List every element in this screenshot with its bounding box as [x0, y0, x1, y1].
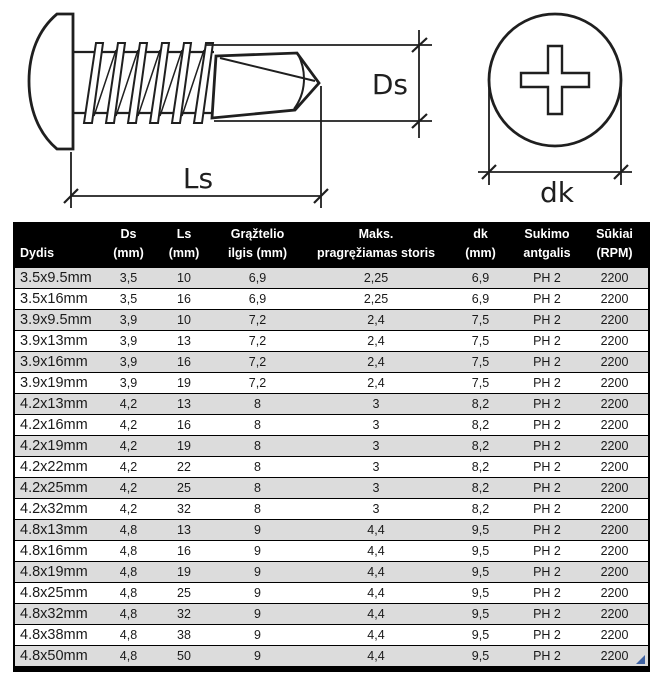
table-row-16: [14, 603, 649, 624]
column-header-0: Dydis: [14, 222, 100, 268]
cell-r13-c6: PH 2: [513, 540, 581, 561]
table-row-4: [14, 351, 649, 372]
cell-r8-c5: 8,2: [448, 435, 513, 456]
cell-r12-c6: PH 2: [513, 519, 581, 540]
cell-r9-c3: 8: [211, 456, 304, 477]
table-row-14: [14, 561, 649, 582]
table-row-7: [14, 414, 649, 435]
cell-r6-c1: 4,2: [100, 393, 157, 414]
cell-r5-c4: 2,4: [304, 372, 448, 393]
column-header-4: Maks. pragręžiamas storis: [304, 222, 448, 268]
cell-r10-c4: 3: [304, 477, 448, 498]
cell-r11-c7: 2200: [581, 498, 649, 519]
cell-r0-c7: 2200: [581, 268, 649, 289]
cell-r3-c7: 2200: [581, 330, 649, 351]
table-row-5: [14, 372, 649, 393]
cell-r18-c7: 2200: [581, 645, 649, 669]
cell-r6-c0: 4.2x13mm: [14, 393, 100, 414]
cell-r6-c6: PH 2: [513, 393, 581, 414]
cell-r8-c1: 4,2: [100, 435, 157, 456]
cell-r9-c1: 4,2: [100, 456, 157, 477]
cell-r16-c2: 32: [157, 603, 211, 624]
cell-r17-c6: PH 2: [513, 624, 581, 645]
spec-table: [13, 222, 650, 672]
cell-r11-c6: PH 2: [513, 498, 581, 519]
cell-r14-c0: 4.8x19mm: [14, 561, 100, 582]
table-row-13: [14, 540, 649, 561]
cell-r9-c2: 22: [157, 456, 211, 477]
cell-r10-c7: 2200: [581, 477, 649, 498]
cell-r9-c0: 4.2x22mm: [14, 456, 100, 477]
cell-r1-c0: 3.5x16mm: [14, 288, 100, 309]
cell-r12-c2: 13: [157, 519, 211, 540]
cell-r12-c7: 2200: [581, 519, 649, 540]
cell-r4-c2: 16: [157, 351, 211, 372]
cell-r8-c2: 19: [157, 435, 211, 456]
cell-r16-c0: 4.8x32mm: [14, 603, 100, 624]
table-row-18: [14, 645, 649, 669]
table-row-1: [14, 288, 649, 309]
cell-r15-c5: 9,5: [448, 582, 513, 603]
cell-r2-c7: 2200: [581, 309, 649, 330]
cell-r8-c0: 4.2x19mm: [14, 435, 100, 456]
cell-r15-c2: 25: [157, 582, 211, 603]
cell-r4-c1: 3,9: [100, 351, 157, 372]
cell-r9-c4: 3: [304, 456, 448, 477]
cell-r7-c3: 8: [211, 414, 304, 435]
cell-r17-c0: 4.8x38mm: [14, 624, 100, 645]
cell-r5-c7: 2200: [581, 372, 649, 393]
cell-r2-c0: 3.9x9.5mm: [14, 309, 100, 330]
cell-r13-c2: 16: [157, 540, 211, 561]
cell-r3-c3: 7,2: [211, 330, 304, 351]
cell-r1-c2: 16: [157, 288, 211, 309]
cell-r2-c3: 7,2: [211, 309, 304, 330]
screw-side-view: [29, 14, 319, 149]
cell-r4-c6: PH 2: [513, 351, 581, 372]
spec-table-body: [14, 268, 649, 669]
cell-r14-c1: 4,8: [100, 561, 157, 582]
column-header-7: Sūkiai (RPM): [581, 222, 649, 268]
cell-r2-c4: 2,4: [304, 309, 448, 330]
cell-r13-c0: 4.8x16mm: [14, 540, 100, 561]
cell-r12-c0: 4.8x13mm: [14, 519, 100, 540]
cell-r9-c5: 8,2: [448, 456, 513, 477]
cell-r11-c3: 8: [211, 498, 304, 519]
cell-r1-c7: 2200: [581, 288, 649, 309]
column-header-6: Sukimo antgalis: [513, 222, 581, 268]
cell-r7-c0: 4.2x16mm: [14, 414, 100, 435]
cell-r7-c6: PH 2: [513, 414, 581, 435]
table-row-12: [14, 519, 649, 540]
cell-r12-c3: 9: [211, 519, 304, 540]
dk-dimension-label: dk: [540, 176, 574, 209]
screw-drawing-svg: [0, 0, 660, 222]
cell-r1-c3: 6,9: [211, 288, 304, 309]
cell-r14-c7: 2200: [581, 561, 649, 582]
cell-r14-c5: 9,5: [448, 561, 513, 582]
cell-r11-c5: 8,2: [448, 498, 513, 519]
cell-r6-c5: 8,2: [448, 393, 513, 414]
cell-r1-c6: PH 2: [513, 288, 581, 309]
cell-r5-c0: 3.9x19mm: [14, 372, 100, 393]
cell-r8-c6: PH 2: [513, 435, 581, 456]
column-header-3: Grąžtelio ilgis (mm): [211, 222, 304, 268]
cell-r18-c4: 4,4: [304, 645, 448, 669]
cell-r0-c6: PH 2: [513, 268, 581, 289]
cell-r6-c4: 3: [304, 393, 448, 414]
cell-r3-c0: 3.9x13mm: [14, 330, 100, 351]
table-row-2: [14, 309, 649, 330]
cell-r9-c7: 2200: [581, 456, 649, 477]
cell-r5-c2: 19: [157, 372, 211, 393]
cell-r10-c2: 25: [157, 477, 211, 498]
cell-r4-c0: 3.9x16mm: [14, 351, 100, 372]
technical-drawing: [0, 0, 660, 222]
column-header-5: dk (mm): [448, 222, 513, 268]
cell-r6-c7: 2200: [581, 393, 649, 414]
cell-r16-c4: 4,4: [304, 603, 448, 624]
cell-r11-c0: 4.2x32mm: [14, 498, 100, 519]
cell-r3-c1: 3,9: [100, 330, 157, 351]
cell-r17-c7: 2200: [581, 624, 649, 645]
cell-r16-c1: 4,8: [100, 603, 157, 624]
cell-r10-c3: 8: [211, 477, 304, 498]
ds-dimension-label: Ds: [371, 68, 408, 101]
cell-r0-c4: 2,25: [304, 268, 448, 289]
cell-r16-c7: 2200: [581, 603, 649, 624]
cell-r18-c2: 50: [157, 645, 211, 669]
cell-r0-c3: 6,9: [211, 268, 304, 289]
cell-r14-c6: PH 2: [513, 561, 581, 582]
screw-head-outline: [29, 14, 73, 149]
table-row-6: [14, 393, 649, 414]
cell-r7-c2: 16: [157, 414, 211, 435]
cell-r13-c3: 9: [211, 540, 304, 561]
table-row-11: [14, 498, 649, 519]
cell-r6-c2: 13: [157, 393, 211, 414]
cell-r15-c3: 9: [211, 582, 304, 603]
table-row-8: [14, 435, 649, 456]
cell-r2-c1: 3,9: [100, 309, 157, 330]
cell-r5-c3: 7,2: [211, 372, 304, 393]
cell-r18-c6: PH 2: [513, 645, 581, 669]
cell-r15-c0: 4.8x25mm: [14, 582, 100, 603]
cell-r3-c5: 7,5: [448, 330, 513, 351]
cell-r3-c6: PH 2: [513, 330, 581, 351]
cell-r17-c4: 4,4: [304, 624, 448, 645]
cell-r15-c7: 2200: [581, 582, 649, 603]
cell-r4-c7: 2200: [581, 351, 649, 372]
cell-r0-c0: 3.5x9.5mm: [14, 268, 100, 289]
table-row-9: [14, 456, 649, 477]
cell-r4-c5: 7,5: [448, 351, 513, 372]
cell-r1-c4: 2,25: [304, 288, 448, 309]
cell-r5-c6: PH 2: [513, 372, 581, 393]
cell-r16-c3: 9: [211, 603, 304, 624]
cell-r18-c5: 9,5: [448, 645, 513, 669]
cell-r2-c6: PH 2: [513, 309, 581, 330]
cell-r7-c5: 8,2: [448, 414, 513, 435]
cell-r10-c1: 4,2: [100, 477, 157, 498]
column-header-1: Ds (mm): [100, 222, 157, 268]
spec-table-header-row: [14, 222, 649, 268]
table-row-3: [14, 330, 649, 351]
ls-dimension-label: Ls: [182, 162, 214, 195]
cell-r12-c4: 4,4: [304, 519, 448, 540]
cell-r10-c0: 4.2x25mm: [14, 477, 100, 498]
column-header-2: Ls (mm): [157, 222, 211, 268]
cell-r5-c1: 3,9: [100, 372, 157, 393]
cell-r11-c2: 32: [157, 498, 211, 519]
cell-r15-c6: PH 2: [513, 582, 581, 603]
table-corner-marker: [636, 655, 645, 664]
cell-r16-c5: 9,5: [448, 603, 513, 624]
cell-r14-c3: 9: [211, 561, 304, 582]
cell-r13-c4: 4,4: [304, 540, 448, 561]
cell-r17-c1: 4,8: [100, 624, 157, 645]
cell-r7-c4: 3: [304, 414, 448, 435]
table-row-15: [14, 582, 649, 603]
cell-r18-c0: 4.8x50mm: [14, 645, 100, 669]
cell-r13-c5: 9,5: [448, 540, 513, 561]
cell-r13-c7: 2200: [581, 540, 649, 561]
spec-table-container: [13, 222, 648, 672]
table-row-0: [14, 268, 649, 289]
cell-r8-c3: 8: [211, 435, 304, 456]
cell-r8-c7: 2200: [581, 435, 649, 456]
cell-r3-c2: 13: [157, 330, 211, 351]
cell-r10-c6: PH 2: [513, 477, 581, 498]
cell-r17-c2: 38: [157, 624, 211, 645]
cell-r1-c5: 6,9: [448, 288, 513, 309]
cell-r18-c3: 9: [211, 645, 304, 669]
cell-r7-c7: 2200: [581, 414, 649, 435]
cell-r5-c5: 7,5: [448, 372, 513, 393]
cell-r12-c1: 4,8: [100, 519, 157, 540]
cell-r0-c2: 10: [157, 268, 211, 289]
cell-r17-c5: 9,5: [448, 624, 513, 645]
cell-r16-c6: PH 2: [513, 603, 581, 624]
table-row-10: [14, 477, 649, 498]
cell-r9-c6: PH 2: [513, 456, 581, 477]
cell-r7-c1: 4,2: [100, 414, 157, 435]
cell-r13-c1: 4,8: [100, 540, 157, 561]
cell-r4-c4: 2,4: [304, 351, 448, 372]
cell-r6-c3: 8: [211, 393, 304, 414]
cell-r0-c5: 6,9: [448, 268, 513, 289]
cell-r11-c4: 3: [304, 498, 448, 519]
cell-r14-c4: 4,4: [304, 561, 448, 582]
cell-r12-c5: 9,5: [448, 519, 513, 540]
cell-r2-c5: 7,5: [448, 309, 513, 330]
cell-r15-c4: 4,4: [304, 582, 448, 603]
cell-r11-c1: 4,2: [100, 498, 157, 519]
cell-r2-c2: 10: [157, 309, 211, 330]
screw-head-front-view: [489, 14, 621, 146]
cell-r15-c1: 4,8: [100, 582, 157, 603]
cell-r18-c1: 4,8: [100, 645, 157, 669]
cell-r8-c4: 3: [304, 435, 448, 456]
cell-r17-c3: 9: [211, 624, 304, 645]
cell-r1-c1: 3,5: [100, 288, 157, 309]
cell-r0-c1: 3,5: [100, 268, 157, 289]
cell-r4-c3: 7,2: [211, 351, 304, 372]
cell-r14-c2: 19: [157, 561, 211, 582]
cell-r10-c5: 8,2: [448, 477, 513, 498]
cell-r3-c4: 2,4: [304, 330, 448, 351]
table-row-17: [14, 624, 649, 645]
spec-table-head: [14, 222, 649, 268]
